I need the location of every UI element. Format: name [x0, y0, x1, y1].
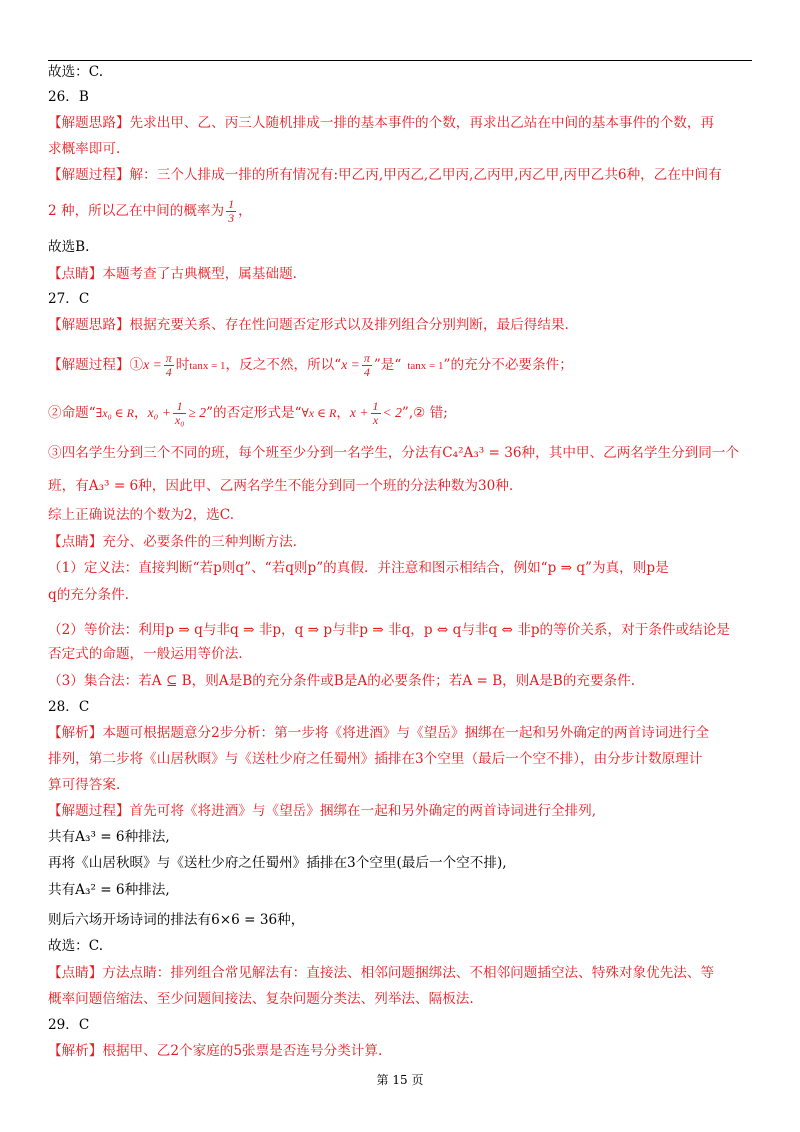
- text-line: 故选：C.: [48, 64, 104, 80]
- fraction: $\frac{1}{\text{x₀}}$: [174, 399, 185, 427]
- text-line: 否定式的命题，一般运用等价法.: [48, 646, 243, 662]
- text-line: 【解题过程】首先可将《将进酒》与《望岳》捆绑在一起和另外确定的两首诗词进行全排列,: [48, 803, 597, 819]
- fraction: $\frac{\pi}{4}$: [363, 351, 370, 379]
- fraction: $\frac{\pi}{4}$: [165, 351, 172, 379]
- text-line: 【点睛】本题考查了古典概型，属基础题.: [48, 266, 298, 282]
- text-line: 【解题过程】解：三个人排成一排的所有情况有:甲乙丙,甲丙乙,乙甲丙,乙丙甲,丙乙甲,丙甲乙共6种，乙在中间有: [48, 167, 722, 183]
- question-number: 27．C: [48, 291, 90, 307]
- text-line: 综上正确说法的个数为2，选C.: [48, 507, 235, 523]
- fraction: $\frac{1}{3}$: [228, 197, 235, 225]
- text-line: 【解题过程】①x = $\frac{\pi}{4}$ 时tanx = 1，反之不然，所以“x = $\frac{\pi}{4}$ ”是“ tanx = 1”的充分不必要条件；: [48, 351, 573, 379]
- text-line: 共有A₃² = 6种排法,: [48, 882, 170, 898]
- text-line: 【解析】根据甲、乙2个家庭的5张票是否连号分类计算.: [48, 1043, 383, 1059]
- text-line: 概率问题倍缩法、至少问题间接法、复杂问题分类法、列举法、隔板法.: [48, 991, 474, 1007]
- text-line: 求概率即可.: [48, 141, 121, 157]
- text-line: 则后六场开场诗词的排法有6×6 = 36种，: [48, 912, 305, 928]
- text-line: （3）集合法：若A ⊆ B，则A是B的充分条件或B是A的必要条件；若A = B，则A是B的充要条件.: [48, 673, 636, 689]
- text-span: ，: [238, 203, 252, 219]
- text-line: 【解题思路】先求出甲、乙、丙三人随机排成一排的基本事件的个数，再求出乙站在中间的基本事件的个数，再: [48, 115, 715, 131]
- question-number: 29．C: [48, 1017, 90, 1033]
- text-line: 共有A₃³ = 6种排法,: [48, 829, 170, 845]
- text-span: 2 种，所以乙在中间的概率为: [48, 203, 225, 219]
- text-line: 班，有A₃³ = 6种，因此甲、乙两名学生不能分到同一个班的分法种数为30种.: [48, 478, 514, 494]
- header-rule: [48, 60, 752, 61]
- page-number: 第 15 页: [376, 1073, 424, 1087]
- text-line: 【解析】本题可根据题意分2步分析：第一步将《将进酒》与《望岳》捆绑在一起和另外确定的两首诗词进行全: [48, 725, 710, 741]
- text-line: 算可得答案.: [48, 777, 121, 793]
- text-line: （2）等价法：利用p ⇒ q与非q ⇒ 非p，q ⇒ p与非p ⇒ 非q，p ⇔ q与非q ⇔ 非p的等价关系，对于条件或结论是: [48, 622, 730, 638]
- text-line: 故选：C.: [48, 938, 104, 954]
- text-line: 排列，第二步将《山居秋暝》与《送杜少府之任蜀州》插排在3个空里（最后一个空不排），由分步计数原理计: [48, 751, 703, 767]
- question-number: 28．C: [48, 699, 90, 715]
- text-line: ②命题“∃x₀ ∈ R，x₀ + $\frac{1}{\text{x₀}}$ ≥ 2”的否定形式是“∀x ∈ R，x + $\frac{1}{x}$ < 2”,② 错;: [48, 399, 448, 427]
- text-line: 故选B.: [48, 239, 90, 255]
- text-line: 再将《山居秋暝》与《送杜少府之任蜀州》插排在3个空里(最后一个空不排),: [48, 855, 507, 871]
- text-line: ③四名学生分到三个不同的班，每个班至少分到一名学生，分法有C₄²A₃³ = 36种，其中甲、乙两名学生分到同一个: [48, 445, 740, 461]
- text-line: 【点睛】充分、必要条件的三种判断方法.: [48, 534, 298, 550]
- text-line: [48, 198, 758, 225]
- fraction: $\frac{1}{x}$: [372, 399, 379, 427]
- text-line: q的充分条件.: [48, 587, 129, 603]
- text-line: （1）定义法：直接判断“若p则q”、“若q则p”的真假．并注意和图示相结合，例如“p ⇒ q”为真，则p是: [48, 560, 669, 576]
- question-number: 26．B: [48, 89, 89, 105]
- text-line: 【点睛】方法点睛：排列组合常见解法有：直接法、相邻问题捆绑法、不相邻问题插空法、特殊对象优先法、等: [48, 965, 715, 981]
- text-line: 【解题思路】根据充要关系、存在性问题否定形式以及排列组合分别判断，最后得结果.: [48, 317, 569, 333]
